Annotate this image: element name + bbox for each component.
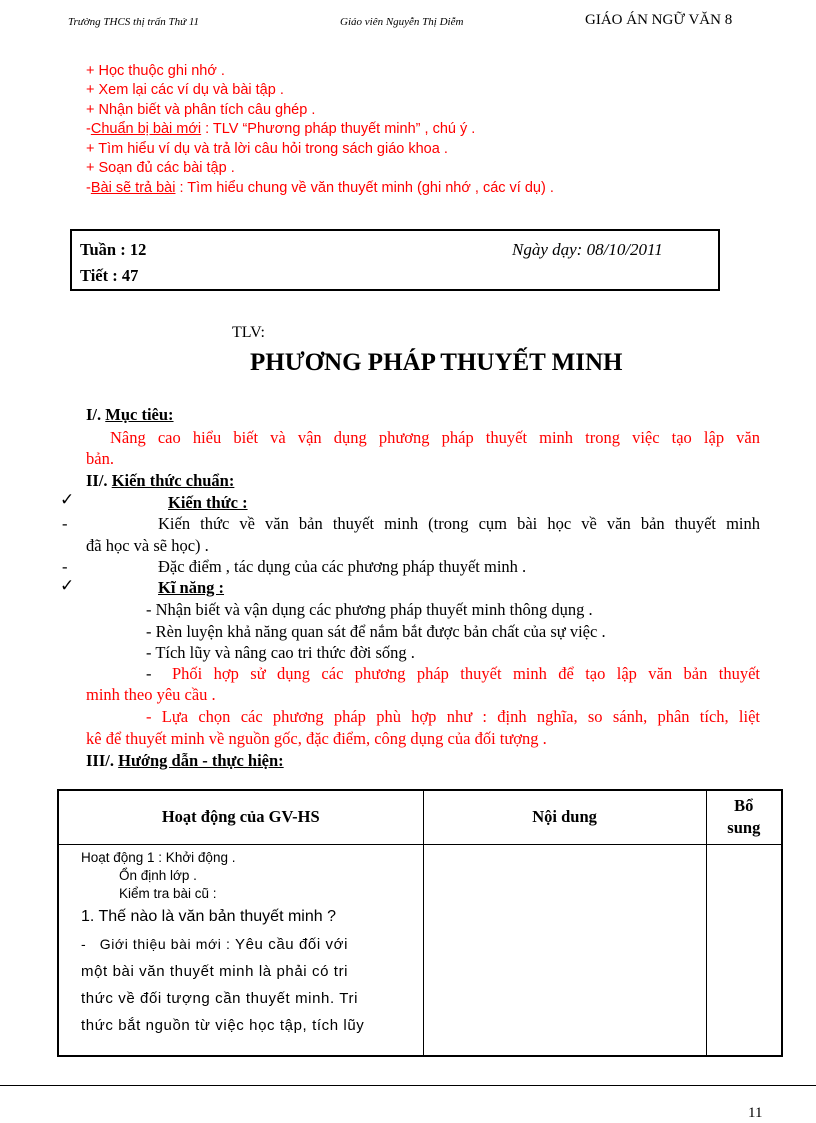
section-3-heading: III/. Hướng dẫn - thực hiện: xyxy=(86,751,284,770)
page-number: 11 xyxy=(748,1105,763,1121)
lesson-date: Ngày dạy: 08/10/2011 xyxy=(512,240,663,259)
column-header-notes-line1: Bổ xyxy=(734,796,754,816)
checkmark-icon: ✓ xyxy=(60,490,75,509)
section-3-title: Hướng dẫn - thực hiện: xyxy=(118,751,284,770)
intro-line: Yêu cầu đối với xyxy=(234,935,349,953)
header-plan: GIÁO ÁN NGỮ VĂN 8 xyxy=(585,12,733,28)
bullet-dash: - xyxy=(62,557,68,576)
skill-line-red: kê để thuyết minh về nguồn gốc, đặc điểm, công dụng của đối tượng . xyxy=(86,729,547,748)
knowledge-line: đã học và sẽ học) . xyxy=(86,536,209,555)
section-2-heading: II/. Kiến thức chuẩn: xyxy=(86,471,235,490)
prep-item: + Xem lại các ví dụ và bài tập . xyxy=(86,82,284,98)
header-school: Trường THCS thị trấn Thứ 11 xyxy=(68,16,200,28)
lesson-table xyxy=(57,789,783,1057)
activity-step: Kiểm tra bài cũ : xyxy=(119,885,217,901)
prep-item: + Học thuộc ghi nhớ . xyxy=(86,63,225,79)
section-1-title: Mục tiêu: xyxy=(105,405,174,424)
header-teacher: Giáo viên Nguyễn Thị Diễm xyxy=(340,16,464,28)
intro-line: thức bắt nguồn từ việc học tập, tích lũy xyxy=(81,1016,365,1034)
prep-item: + Soạn đủ các bài tập . xyxy=(86,160,235,176)
intro-line: thức về đối tượng cần thuyết minh. Tri xyxy=(81,989,359,1007)
lesson-info-box xyxy=(70,229,720,291)
notes-cell xyxy=(706,844,782,1056)
skill-line-red: Phối hợp sử dụng các phương pháp thuyết minh để tạo lập văn bản thuyết xyxy=(172,664,760,683)
bullet-dash: - xyxy=(146,664,152,683)
section-1-heading: I/. Mục tiêu: xyxy=(86,405,174,424)
skill-line-red: - Lựa chọn các phương pháp phù hợp như : định nghĩa, so sánh, phân tích, liệt xyxy=(146,707,760,726)
skill-line: - Tích lũy và nâng cao tri thức đời sống . xyxy=(146,643,415,662)
review-text: : Tìm hiểu chung về văn thuyết minh (ghi nhớ , các ví dụ) . xyxy=(179,180,554,196)
skill-line-red: minh theo yêu cầu . xyxy=(86,685,216,704)
review-label: Bài sẽ trả bài xyxy=(90,180,176,196)
column-header-notes xyxy=(706,790,782,844)
objective-line: Nâng cao hiểu biết và vận dụng phương pháp thuyết minh trong việc tạo lập văn xyxy=(110,428,760,447)
content-cell xyxy=(423,844,706,1056)
review-question: 1. Thế nào là văn bản thuyết minh ? xyxy=(81,907,336,925)
skill-line: - Rèn luyện khả năng quan sát để nắm bắt được bản chất của sự việc . xyxy=(146,622,606,641)
intro-line: một bài văn thuyết minh là phải có tri xyxy=(81,962,349,980)
prep-next-lesson: -Chuẩn bị bài mới : TLV “Phương pháp thuyết minh” , chú ý . xyxy=(86,121,476,137)
checkmark-icon: ✓ xyxy=(60,576,75,595)
prep-review: -Bài sẽ trả bài : Tìm hiểu chung về văn thuyết minh (ghi nhớ , các ví dụ) . xyxy=(86,180,554,196)
activity-step: Ổn định lớp . xyxy=(119,867,197,883)
lesson-week: Tuần : 12 xyxy=(80,240,147,259)
footer-divider xyxy=(0,1085,816,1086)
knowledge-line: Đặc điểm , tác dụng của các phương pháp thuyết minh . xyxy=(158,557,527,576)
subject-label: TLV: xyxy=(232,324,265,341)
objective-line: bản. xyxy=(86,449,114,468)
prep-item: + Tìm hiểu ví dụ và trả lời câu hỏi trong sách giáo khoa . xyxy=(86,141,448,157)
lesson-period: Tiết : 47 xyxy=(80,266,139,285)
prep-item: + Nhận biết và phân tích câu ghép . xyxy=(86,102,316,118)
activity-title: Hoạt động 1 : Khởi động . xyxy=(81,849,236,865)
section-2-title: Kiến thức chuẩn: xyxy=(111,471,235,490)
prep-next-label: Chuẩn bị bài mới xyxy=(90,121,202,137)
bullet-dash: - xyxy=(62,514,68,533)
knowledge-line: Kiến thức về văn bản thuyết minh (trong cụm bài học về văn bản thuyết minh xyxy=(158,514,760,533)
intro-paragraph: - Giới thiệu bài mới : Yêu cầu đối với một bài văn thuyết minh là phải có tri thức về đối tượng cần thuyết minh. Tri thức bắt nguồn từ việc học tập, tích lũy xyxy=(81,935,365,1034)
column-header-notes-line2: sung xyxy=(727,818,761,838)
skill-line: - Nhận biết và vận dụng các phương pháp thuyết minh thông dụng . xyxy=(146,600,593,619)
column-header-activities: Hoạt động của GV-HS xyxy=(58,790,423,844)
activities-cell xyxy=(58,844,423,1056)
prep-next-text: : TLV “Phương pháp thuyết minh” , chú ý . xyxy=(205,121,476,137)
knowledge-heading: Kiến thức : xyxy=(168,493,248,512)
skills-heading: Kĩ năng : xyxy=(158,578,225,597)
page-title: PHƯƠNG PHÁP THUYẾT MINH xyxy=(250,349,623,376)
intro-label: Giới thiệu bài mới : xyxy=(99,935,231,952)
column-header-content: Nội dung xyxy=(423,790,706,844)
